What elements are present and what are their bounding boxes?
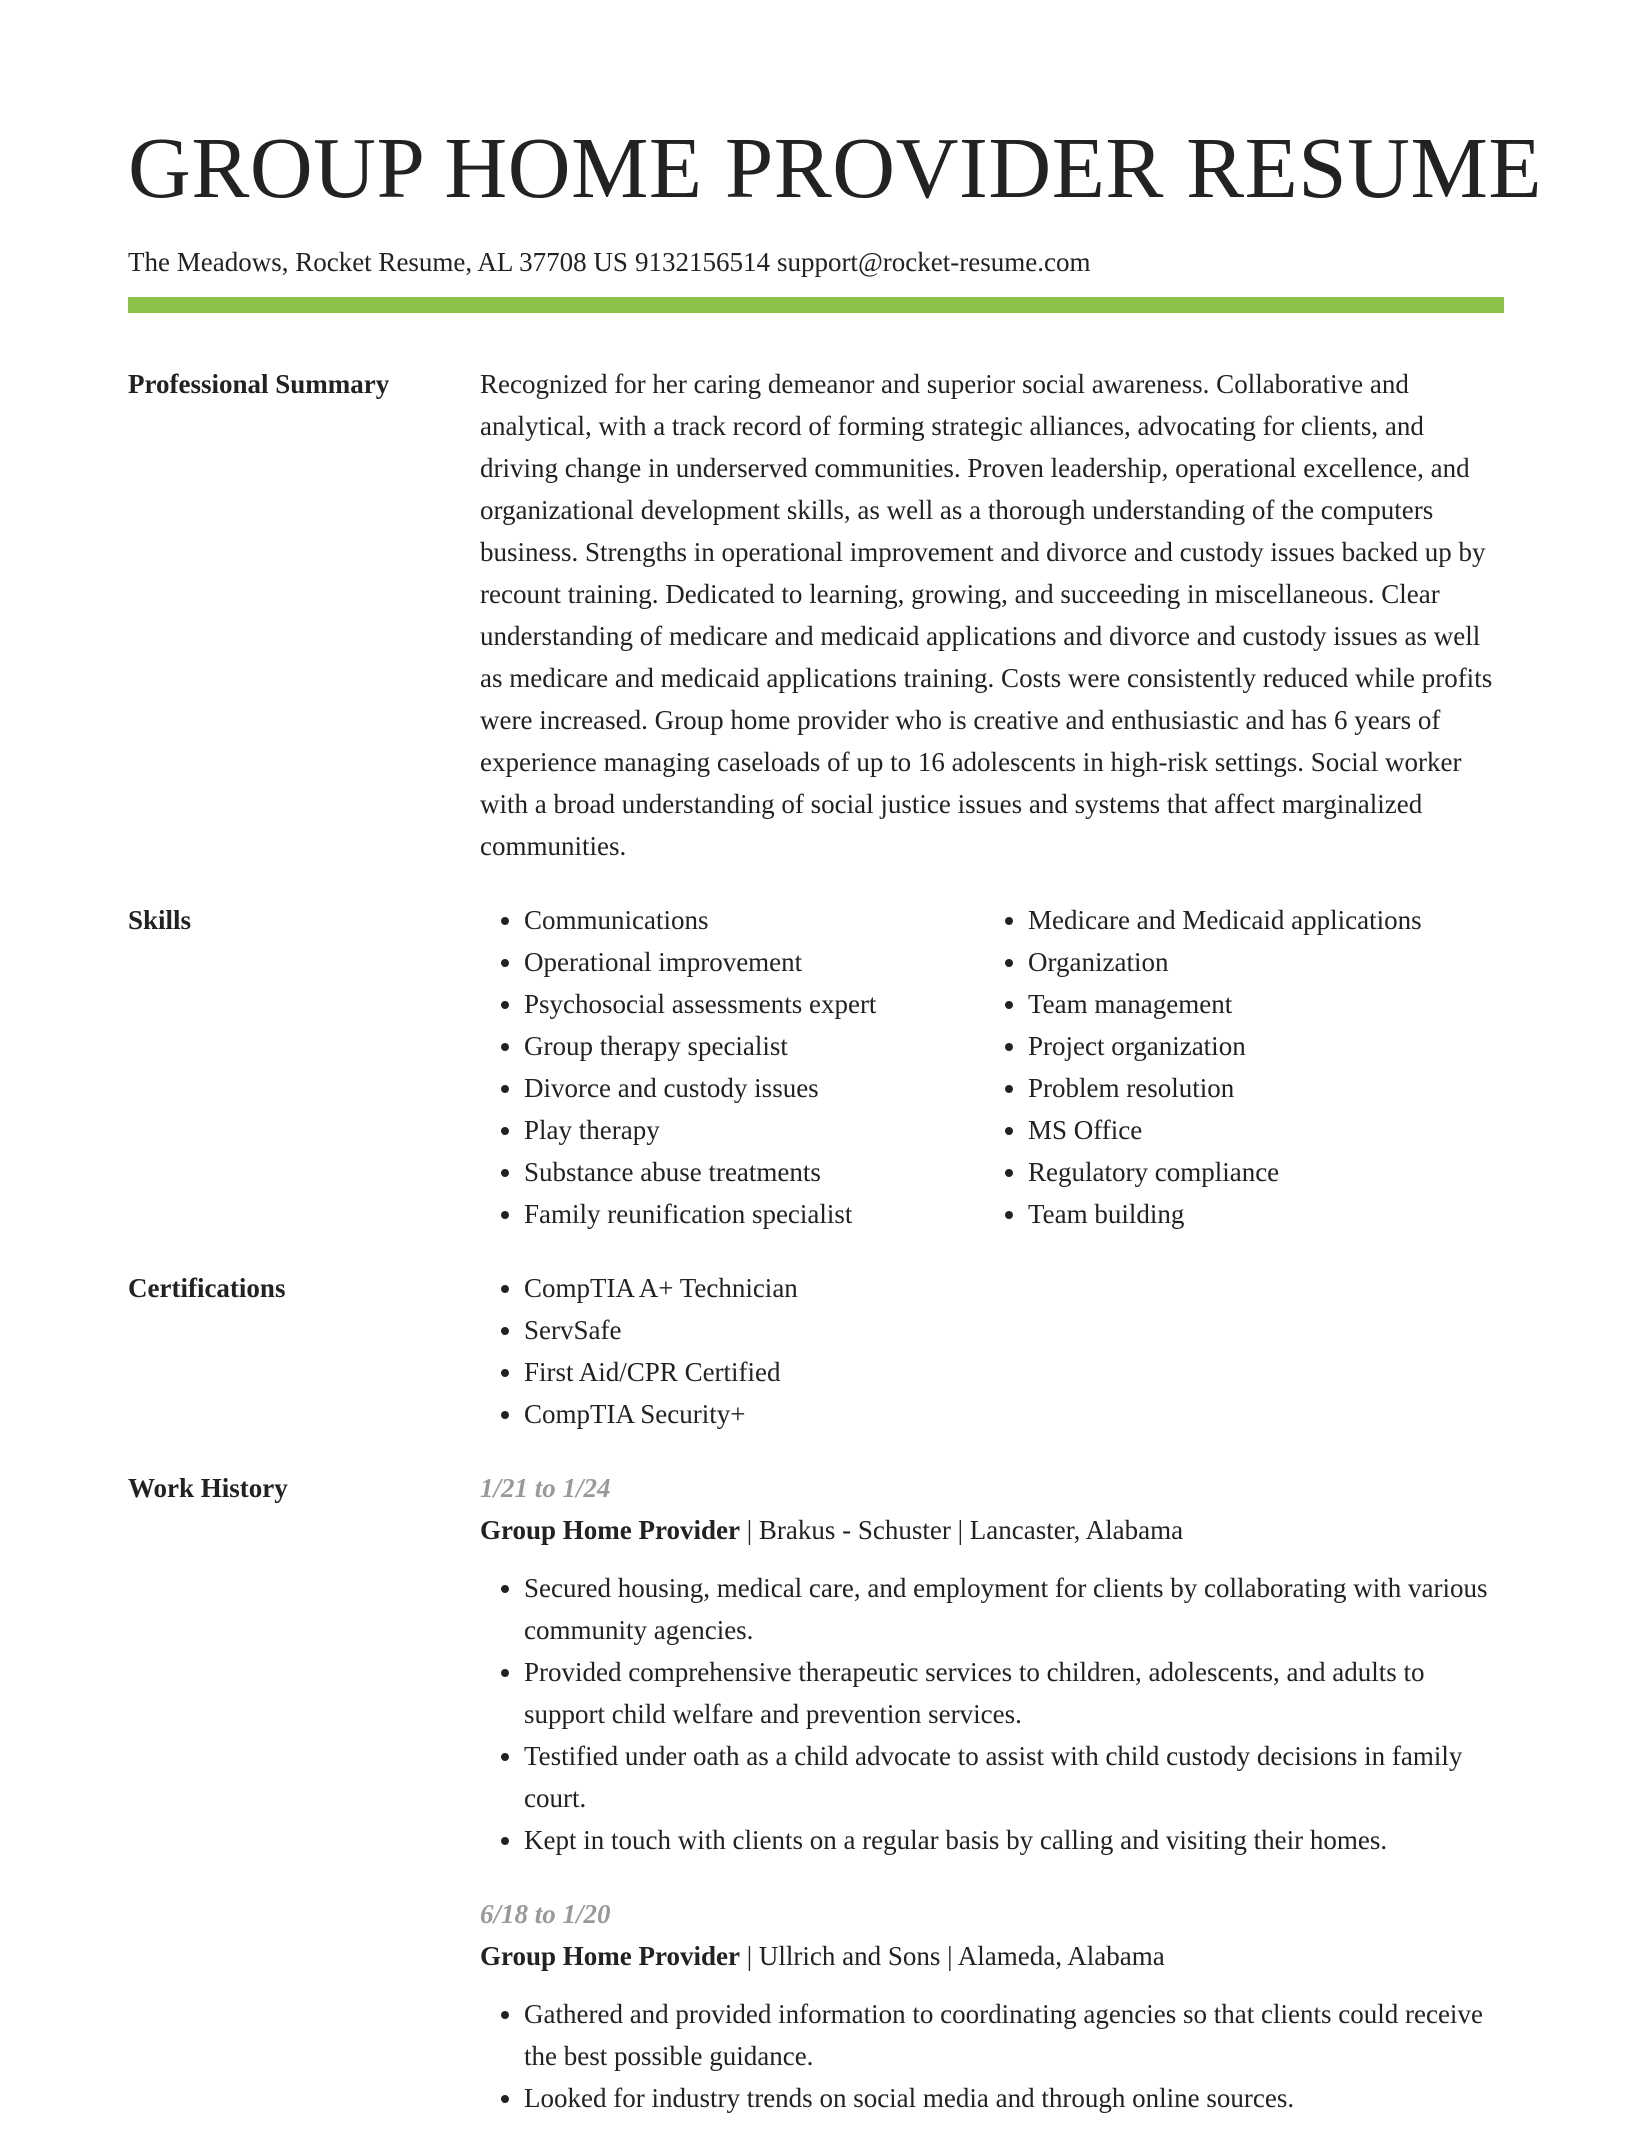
work-history-heading: Work History (128, 1473, 288, 1503)
skills-list-right (984, 899, 1488, 1235)
job-bullets (480, 1993, 1504, 2119)
skill-item: • Substance abuse treatments (524, 1151, 984, 1193)
job-header (480, 1509, 1504, 1551)
summary-text: Recognized for her caring demeanor and superior social awareness. Collaborative and analytical, with a track record of forming strategic alliances, advocating for clients, and driving change in underserved communities. Proven leadership, operational excellence, and organizational development skills, as well as a thorough understanding of the computers business. Strengths in operational improvement and divorce and custody issues backed up by recount training. Dedicated to learning, growing, and succeeding in miscellaneous. Clear understanding of medicare and medicaid applications and divorce and custody issues as well as medicare and medicaid applications training. Costs were consistently reduced while profits were increased. Group home provider who is creative and enthusiastic and has 6 years of experience managing caseloads of up to 16 adolescents in high-risk settings. Social worker with a broad understanding of social justice issues and systems that affect marginalized communities. (480, 369, 1493, 861)
resume-title: GROUP HOME PROVIDER RESUME (128, 119, 1543, 216)
job-bullets (480, 1567, 1504, 1861)
certification-item: • First Aid/CPR Certified (524, 1351, 1504, 1393)
certifications-section (128, 1267, 1504, 1435)
job-bullet: • Testified under oath as a child advocate to assist with child custody decisions in family court. (524, 1735, 1504, 1819)
summary-section (128, 363, 1504, 867)
contact-line (128, 244, 1504, 280)
job-bullet: • Kept in touch with clients on a regular basis by calling and visiting their homes. (524, 1819, 1504, 1861)
skill-item: • Problem resolution (1028, 1067, 1488, 1109)
job-header (480, 1935, 1504, 1977)
skill-item: • Family reunification specialist (524, 1193, 984, 1235)
skill-item: • Divorce and custody issues (524, 1067, 984, 1109)
skill-item: • Project organization (1028, 1025, 1488, 1067)
job-entry (480, 1467, 1504, 1861)
contact-phone: 9132156514 (634, 247, 770, 277)
summary-heading: Professional Summary (128, 369, 390, 399)
header-divider (128, 297, 1504, 313)
skills-heading: Skills (128, 905, 192, 935)
skill-item: • Group therapy specialist (524, 1025, 984, 1067)
certification-item: • CompTIA A+ Technician (524, 1267, 1504, 1309)
job-dates: 1/21 to 1/24 (480, 1473, 611, 1503)
job-bullet: • Provided comprehensive therapeutic services to children, adolescents, and adults to support child welfare and prevention services. (524, 1651, 1504, 1735)
contact-email: support@rocket-resume.com (776, 247, 1091, 277)
skill-item: • Psychosocial assessments expert (524, 983, 984, 1025)
job-details: | Brakus - Schuster | Lancaster, Alabama (739, 1515, 1184, 1545)
resume-page (128, 0, 1543, 2151)
job-bullet: • Secured housing, medical care, and employment for clients by collaborating with various community agencies. (524, 1567, 1504, 1651)
skill-item: • Medicare and Medicaid applications (1028, 899, 1488, 941)
certifications-heading: Certifications (128, 1273, 286, 1303)
skill-item: • Team management (1028, 983, 1488, 1025)
skills-list-left (480, 899, 984, 1235)
job-title: Group Home Provider (480, 1515, 740, 1545)
contact-address: The Meadows, Rocket Resume, AL 37708 US (128, 247, 628, 277)
skill-item: • Communications (524, 899, 984, 941)
job-dates: 6/18 to 1/20 (480, 1899, 611, 1929)
skill-item: • Play therapy (524, 1109, 984, 1151)
job-title: Group Home Provider (480, 1941, 740, 1971)
work-history-section (128, 1467, 1504, 2151)
job-entry (480, 1893, 1504, 2119)
job-details: | Ullrich and Sons | Alameda, Alabama (739, 1941, 1165, 1971)
skill-item: • Operational improvement (524, 941, 984, 983)
skill-item: • Organization (1028, 941, 1488, 983)
skill-item: • Regulatory compliance (1028, 1151, 1488, 1193)
job-bullet: • Looked for industry trends on social media and through online sources. (524, 2077, 1504, 2119)
skills-section (128, 899, 1504, 1235)
skill-item: • MS Office (1028, 1109, 1488, 1151)
certification-item: • CompTIA Security+ (524, 1393, 1504, 1435)
skill-item: • Team building (1028, 1193, 1488, 1235)
certification-item: • ServSafe (524, 1309, 1504, 1351)
certifications-list (480, 1267, 1504, 1435)
job-bullet: • Gathered and provided information to coordinating agencies so that clients could receive the best possible guidance. (524, 1993, 1504, 2077)
